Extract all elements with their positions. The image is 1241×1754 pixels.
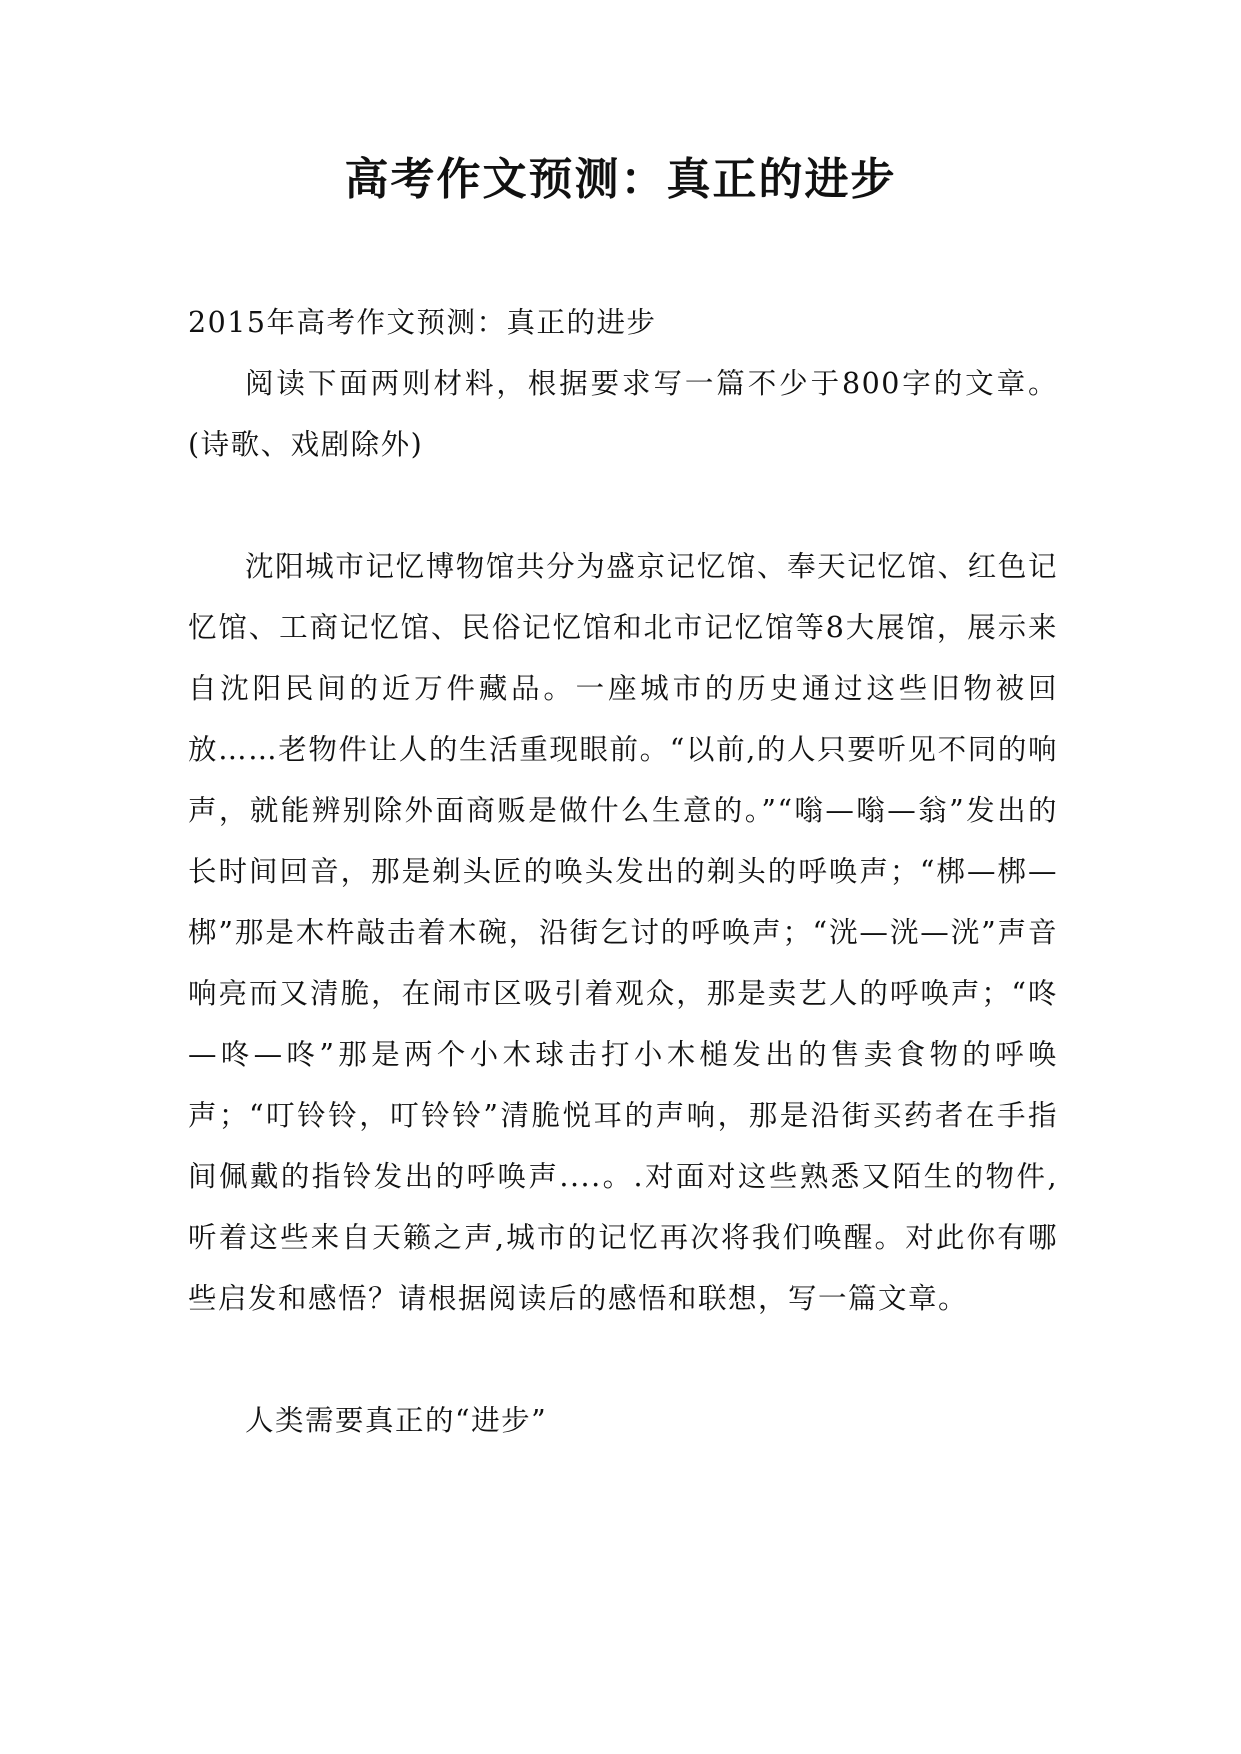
essay-heading: 人类需要真正的“进步” (245, 1404, 548, 1437)
subtitle-line: 2015年高考作文预测：真正的进步 (188, 306, 657, 339)
instruction-paragraph: 阅读下面两则材料，根据要求写一篇不少于800字的文章。(诗歌、戏剧除外) (188, 367, 1058, 461)
paragraph-spacer (188, 475, 1058, 536)
material-paragraph: 沈阳城市记忆博物馆共分为盛京记忆馆、奉天记忆馆、红色记忆馆、工商记忆馆、民俗记忆馆和北市记忆馆等8大展馆，展示来自沈阳民间的近万件藏品。一座城市的历史通过这些旧物被回放……老物件让人的生活重现眼前。“以前,的人只要听见不同的响声，就能辨别除外面商贩是做什么生意的。”“嗡—嗡—翁”发出的长时间回音，那是剃头匠的唤头发出的剃头的呼唤声；“梆—梆—梆”那是木杵敲击着木碗，沿街乞讨的呼唤声；“洸—洸—洸”声音响亮而又清脆，在闹市区吸引着观众，那是卖艺人的呼唤声；“咚—咚—咚”那是两个小木球击打小木槌发出的售卖食物的呼唤声；“叮铃铃，叮铃铃”清脆悦耳的声响，那是沿街买药者在手指间佩戴的指铃发出的呼唤声....。.对面对这些熟悉又陌生的物件,听着这些来自天籁之声,城市的记忆再次将我们唤醒。对此你有哪些启发和感悟？请根据阅读后的感悟和联想，写一篇文章。 (188, 550, 1058, 1315)
document-body (188, 292, 1058, 1451)
paragraph-spacer (188, 1329, 1058, 1390)
document-title: 高考作文预测：真正的进步 (344, 154, 897, 205)
